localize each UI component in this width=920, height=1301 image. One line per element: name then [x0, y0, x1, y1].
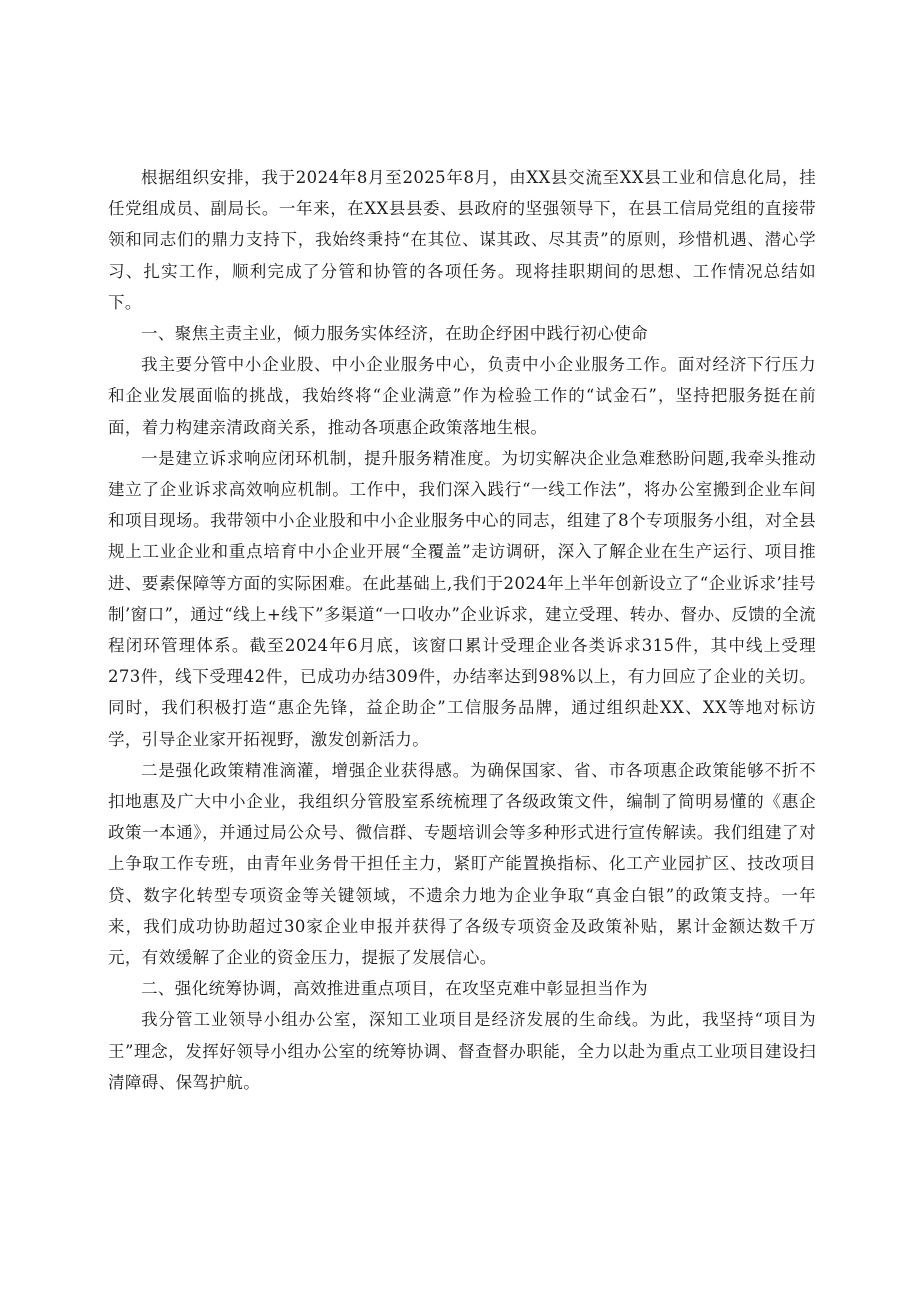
- section-heading-2: 二、强化统筹协调，高效推进重点项目，在攻坚克难中彰显担当作为: [141, 979, 648, 999]
- section-1-point-1: 一是建立诉求响应闭环机制，提升服务精准度。为切实解决企业急难愁盼问题,我牵头推动建立了企业诉求高效响应机制。工作中，我们深入践行“一线工作法”，将办公室搬到企业车间和项目现场。我带领中小企业股和中小企业服务中心的同志，组建了8个专项服务小组，对全县规上工业企业和重点培育中小企业开展“全覆盖”走访调研，深入了解企业在生产运行、项目推进、要素保障等方面的实际困难。在此基础上,我们于2024年上半年创新设立了“企业诉求’挂号制’窗口”，通过“线上+线下”多渠道“一口收办”企业诉求，建立受理、转办、督办、反馈的全流程闭环管理体系。截至2024年6月底，该窗口累计受理企业各类诉求315件，其中线上受理273件，线下受理42件，已成功办结309件，办结率达到98%以上，有力回应了企业的关切。同时，我们积极打造“惠企先锋，益企助企”工信服务品牌，通过组织赴XX、XX等地对标访学，引导企业家开拓视野，激发创新活力。: [108, 448, 816, 749]
- section-1-paragraph: 我主要分管中小企业股、中小企业服务中心，负责中小企业服务工作。面对经济下行压力和企业发展面临的挑战，我始终将“企业满意”作为检验工作的“试金石”，坚持把服务挺在前面，着力构建亲清政商关系，推动各项惠企政策落地生根。: [108, 355, 816, 437]
- document-body: [108, 162, 816, 1098]
- intro-paragraph: 根据组织安排，我于2024年8月至2025年8月，由XX县交流至XX县工业和信息化局，挂任党组成员、副局长。一年来，在XX县县委、县政府的坚强领导下，在县工信局党组的直接带领和同志们的鼎力支持下，我始终秉持“在其位、谋其政、尽其责”的原则，珍惜机遇、潜心学习、扎实工作，顺利完成了分管和协管的各项任务。现将挂职期间的思想、工作情况总结如下。: [108, 168, 816, 312]
- section-heading-1: 一、聚焦主责主业，倾力服务实体经济，在助企纾困中践行初心使命: [141, 324, 648, 344]
- section-1-point-2: 二是强化政策精准滴灌，增强企业获得感。为确保国家、省、市各项惠企政策能够不折不扣地惠及广大中小企业，我组织分管股室系统梳理了各级政策文件，编制了简明易懂的《惠企政策一本通》，并通过局公众号、微信群、专题培训会等多种形式进行宣传解读。我们组建了对上争取工作专班，由青年业务骨干担任主力，紧盯产能置换指标、化工产业园扩区、技改项目贷、数字化转型专项资金等关键领域，不遗余力地为企业争取“真金白银”的政策支持。一年来，我们成功协助超过30家企业申报并获得了各级专项资金及政策补贴，累计金额达数千万元，有效缓解了企业的资金压力，提振了发展信心。: [108, 760, 816, 968]
- section-2-paragraph: 我分管工业领导小组办公室，深知工业项目是经济发展的生命线。为此，我坚持“项目为王”理念，发挥好领导小组办公室的统筹协调、督查督办职能，全力以赴为重点工业项目建设扫清障碍、保驾护航。: [108, 1010, 816, 1092]
